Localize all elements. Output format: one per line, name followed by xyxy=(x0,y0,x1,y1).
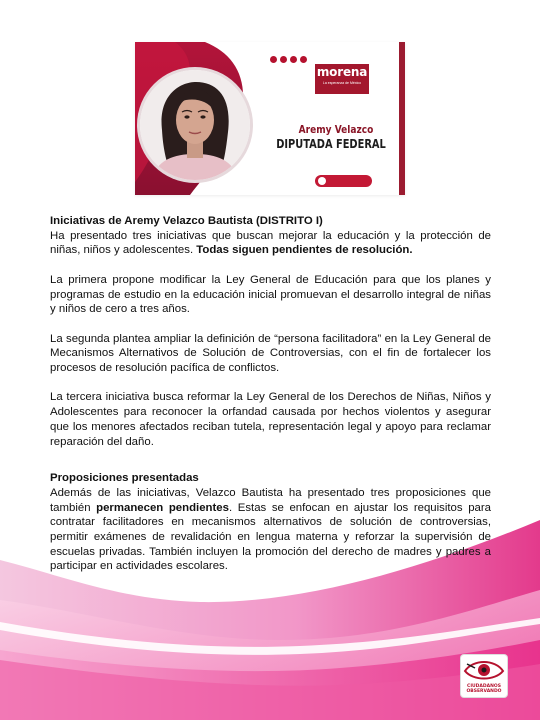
section1-block xyxy=(50,214,491,258)
candidate-name: Aremy Velazco xyxy=(298,124,374,136)
card-right-stripe xyxy=(399,42,405,195)
paragraph-first-initiative: La primera propone modificar la Ley General de Educación para que los planes y programas de estudio en la educación inicial promuevan el desarrollo integral de niñas y niños de cero a tres años. xyxy=(50,273,491,316)
article-body xyxy=(50,214,491,574)
portrait-photo-icon xyxy=(140,70,250,180)
morena-logo xyxy=(315,64,369,94)
decorative-dots xyxy=(270,56,307,63)
logo-word: morena xyxy=(316,65,368,79)
section1-intro-bold: Todas siguen pendientes de resolución. xyxy=(196,244,413,257)
ciudadanos-observando-badge xyxy=(461,655,507,697)
candidate-title: DIPUTADA FEDERAL xyxy=(276,137,386,151)
section1-intro: Ha presentado tres iniciativas que buscan mejorar la educación y la protección de niñas, niños y adolescentes. xyxy=(50,229,491,257)
badge-text: CIUDADANOS OBSERVANDO xyxy=(466,684,502,694)
section2-text-bold: permanecen pendientes xyxy=(96,501,229,514)
header-card xyxy=(135,42,405,195)
section2-block xyxy=(50,471,491,574)
eye-logo-icon xyxy=(461,655,507,685)
section2-heading: Proposiciones presentadas xyxy=(50,472,199,485)
decorative-pill xyxy=(315,175,372,187)
section2-text-a: Además de las iniciativas, Velazco Bautista ha presentado tres proposiciones que también xyxy=(50,486,491,514)
section1-heading: Iniciativas de Aremy Velazco Bautista (DISTRITO I) xyxy=(50,215,323,227)
paragraph-third-initiative: La tercera iniciativa busca reformar la Ley General de los Derechos de Niñas, Niños y Adolescentes para reconocer la orfandad causada por hechos violentos y asegurar que los menores afectados reciban tutela, representación legal y apoyo para reclamar reparación del daño. xyxy=(50,391,491,448)
logo-tagline: La esperanza de México xyxy=(322,81,362,85)
section2-text-b: . Estas se enfocan en ajustar los requisitos para contratar facilitadores en mecanismos alternativos de solución de controversias, permitir exámenes de revalidación en lengua materna y reforzar la supervisión de escuelas privadas. También incluyen la promoción del derecho de madres y padres a participar en actividades escolares. xyxy=(50,501,491,573)
paragraph-second-initiative: La segunda plantea ampliar la definición de “persona facilitadora” en la Ley General de Mecanismos Alternativos de Solución de Controversias, con el fin de fortalecer los procesos de resolución pacífica de conflictos. xyxy=(50,332,491,374)
portrait-photo xyxy=(140,70,250,180)
